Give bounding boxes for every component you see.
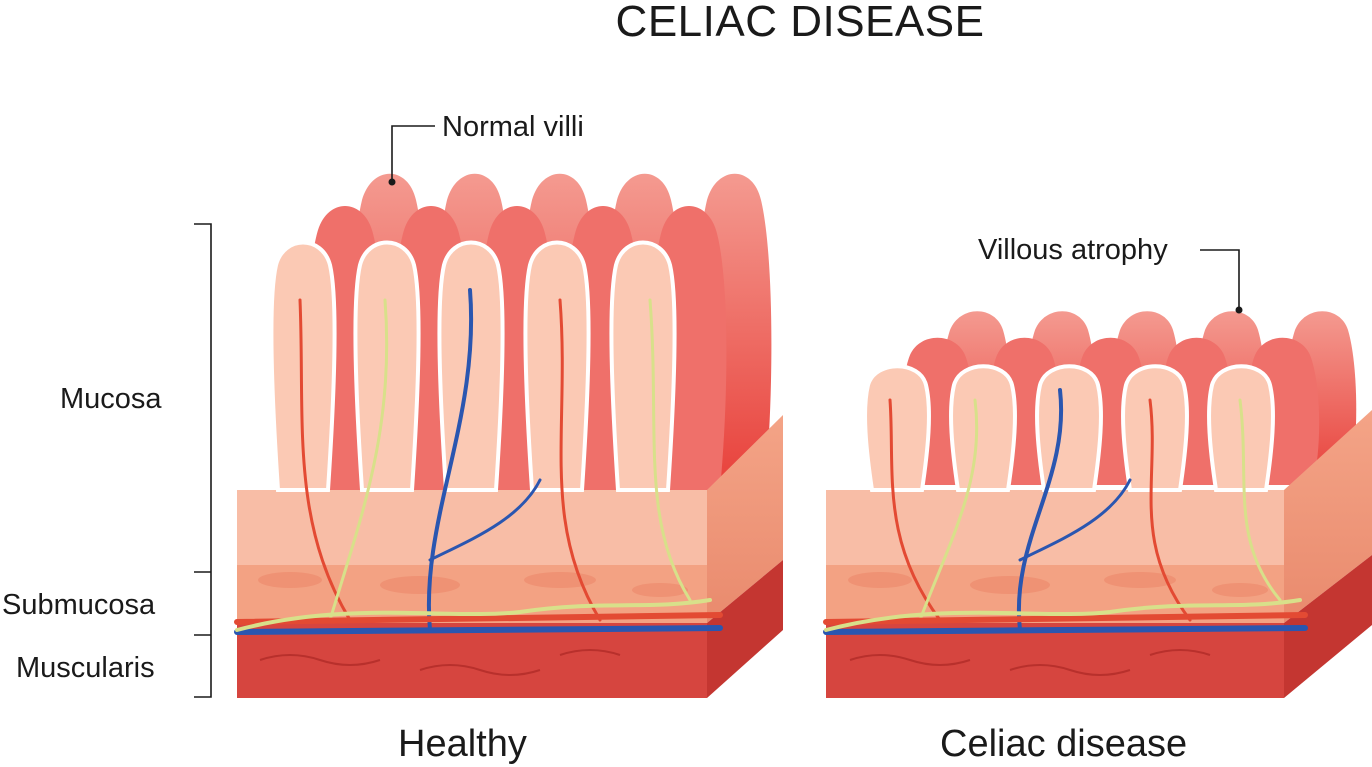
caption-celiac-disease: Celiac disease [940,723,1188,765]
villous-atrophy-pointer-dot [1236,307,1243,314]
healthy-tissue-block [237,174,783,698]
label-villous-atrophy: Villous atrophy [978,234,1168,266]
celiac-front-villi [865,366,1273,490]
diagram-title: CELIAC DISEASE [615,0,985,46]
caption-healthy: Healthy [398,723,527,765]
label-submucosa: Submucosa [2,589,156,621]
label-normal-villi: Normal villi [442,111,584,143]
label-muscularis: Muscularis [16,652,155,684]
label-mucosa: Mucosa [60,383,162,415]
normal-villi-pointer-dot [389,179,396,186]
healthy-front-villi [272,243,675,491]
celiac-tissue-block [826,311,1372,698]
